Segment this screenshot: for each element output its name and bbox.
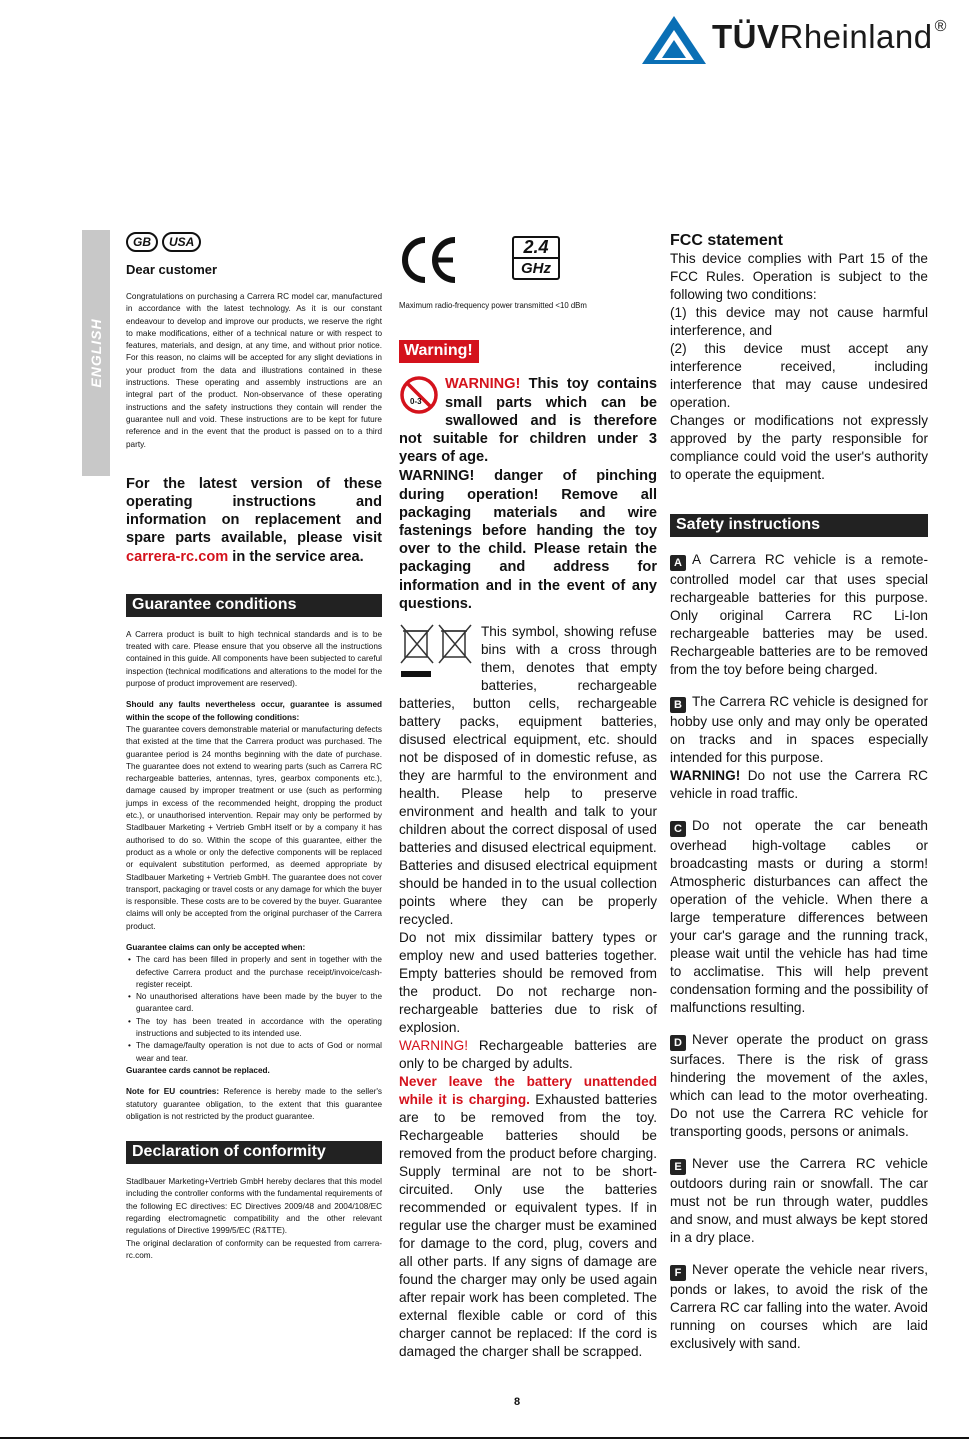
claims-item: • The toy has been treated in accordance with the operating instructions and subjected to its intended use.: [136, 1016, 382, 1041]
warning-charging: [399, 1073, 657, 1361]
language-tab-label: ENGLISH: [88, 318, 104, 388]
latest-version-note: [126, 475, 382, 566]
crossed-bin-icon: [399, 623, 475, 681]
safety-letter-c: C: [670, 821, 686, 837]
warning-adults-text: Rechargeable batteries are only to be charged by adults.: [399, 1037, 657, 1071]
safety-item-c: [670, 817, 928, 1017]
claims-item: • No unauthorised alterations have been made by the buyer to the guarantee card.: [136, 991, 382, 1016]
safety-letter-e: E: [670, 1159, 686, 1175]
intro-paragraph: Congratulations on purchasing a Carrera RC model car, manufactured in accordance with the latest technology. As it is our constant endeavour to develop and improve our products, we reserve the right to make modifications, either of a technical nature or with respect to features, materials, and design, at any time, and without prior notice. For this reason, no claims will be accepted for any slight deviations in your product from the data and illustrations contained in these instructions. These operating and assembly instructions are an integral part of the product. Non-observance of these operating instructions and the safety instructions they contain will render the guarantee null and void. These instructions are to be kept for future reference and in the event that the product is passed on to a third party.: [126, 292, 382, 449]
declaration-p: Stadlbauer Marketing+Vertrieb GmbH hereby declares that this model including the controller conforms with the fundamental requirements of the following EC directives: EC Directives 2009/48 and 2004/108/EC regarding electromagnetic compatibility and the other relevant regulations of Directive 1999/5/EC (R&TTE).: [126, 1177, 382, 1236]
ce-mark-icon: [399, 232, 461, 288]
safety-b-extra: Do not use the Carrera RC vehicle in road traffic.: [670, 768, 928, 801]
declaration-heading: Declaration of conformity: [126, 1141, 382, 1164]
frequency-value: 2.4: [514, 238, 558, 259]
guarantee-section: [126, 629, 382, 1123]
safety-letter-f: F: [670, 1265, 686, 1281]
warning-pinching: WARNING! danger of pinching during operation! Remove all packaging materials and wire fastenings before handing the toy over to the child. Please retain the packaging and address for information and in the event of any questions.: [399, 468, 657, 612]
declaration-p2: The original declaration of conformity can be requested from carrera-rc.com.: [126, 1238, 382, 1260]
disposal-p2: Batteries and disused electrical equipment should be handed in to the usual collection points where they can be properly recycled.: [399, 857, 657, 927]
brand-rest: Rheinland: [779, 18, 933, 55]
safety-text-f: Never operate the vehicle near rivers, ponds or lakes, to avoid the risk of the Carrera RC car falling into the water. Avoid running on courses which are laid exclusively with sand.: [670, 1262, 928, 1351]
safety-letter-b: B: [670, 697, 686, 713]
eu-note-text: Reference is hereby made to the seller's statutory guarantee obligation, to the extent that this guarantee obligation is not restricted by the product guarantee.: [126, 1087, 383, 1121]
safety-text-c: Do not operate the car beneath overhead high-voltage cables or broadcasting masts or during a storm! Atmospheric disturbances can affect the operation of the vehicle. When there a large temperature differences between your car's garage and the running track, please wait until the vehicle has had time to acclimatise. This will help prevent condensation forming and the possibility of malfunctions resulting.: [670, 818, 928, 1015]
language-tab: [82, 230, 110, 476]
claims-item: • The card has been filled in properly and sent in together with the defective Carrera product and the purchase receipt/invoice/cash-register receipt.: [136, 954, 382, 991]
warning-small-parts-text: This toy contains small parts which can be swallowed and is therefore not suitable for children under 3 years of age.: [399, 376, 657, 466]
country-badges: [126, 232, 382, 252]
registered-mark: ®: [934, 18, 947, 35]
age-warning-icon: [399, 375, 439, 415]
safety-heading: Safety instructions: [670, 514, 928, 537]
safety-letter-a: A: [670, 555, 686, 571]
power-note: Maximum radio-frequency power transmitted <10 dBm: [399, 301, 587, 310]
safety-text-e: Never use the Carrera RC vehicle outdoors during rain or snowfall. The car must not be run through water, puddles and snow, and must always be kept stored in a dry place.: [670, 1156, 928, 1245]
column-left: [126, 232, 382, 1271]
cards-not-replaced: Guarantee cards cannot be replaced.: [126, 1065, 270, 1075]
guarantee-p1: A Carrera product is built to high technical standards and is to be treated with care. Please ensure that you observe all the instructions contained in this guide. All components have been subjected to careful inspection (technical modifications and alterations to the model for the purpose of product improvement are reserved).: [126, 629, 382, 689]
column-middle: [399, 300, 657, 1361]
disposal-p1: This symbol, showing refuse bins with a cross through them, denotes that empty batteries, rechargeable batteries, button cells, rechargeable battery packs, equipment batteries, disused electrical equipment, etc. should not be disposed of in domestic refuse, as they are harmful to the environment and health. Please help to preserve environment and health and talk to your children about the correct disposal of used batteries and disused electrical equipment.: [399, 623, 657, 855]
safety-item-b: [670, 693, 928, 767]
badge-gb: GB: [126, 232, 158, 252]
bottom-rule: [0, 1437, 969, 1439]
latest-version-pre: For the latest version of these operating instructions and information on replacement and spare parts available, please visit: [126, 475, 382, 547]
greeting: Dear customer: [126, 262, 218, 277]
frequency-unit: GHz: [521, 260, 551, 277]
age-warning-text: 0-3: [410, 397, 422, 407]
safety-b-warning: WARNING!: [670, 768, 741, 783]
warning-red-label: WARNING!: [445, 376, 521, 393]
safety-item-b-extra: [670, 767, 928, 803]
safety-text-a: A Carrera RC vehicle is a remote-controlled model car that uses special rechargeable batteries for this purpose. Only original Carrera RC Li-Ion rechargeable batteries may be used. Rechargeable batteries are to be removed from the toy before being charged.: [670, 552, 928, 677]
frequency-badge: [512, 236, 560, 280]
fcc-condition-2: (2) this device must accept any interference received, including interference that may cause undesired operation.: [670, 341, 928, 410]
brand-logo: [712, 18, 947, 56]
fcc-paragraph: This device complies with Part 15 of the FCC Rules. Operation is subject to the following two conditions:: [670, 251, 928, 302]
declaration-section: [126, 1176, 382, 1262]
guarantee-p2-bold: Should any faults nevertheless occur, guarantee is assumed within the scope of the following conditions:: [126, 700, 382, 722]
claims-item: • The damage/faulty operation is not due to acts of God or normal wear and tear.: [136, 1040, 382, 1065]
page-number: 8: [514, 1396, 521, 1408]
disposal-p3: Do not mix dissimilar battery types or employ new and used batteries together. Empty batteries should be removed from the product. Do not recharge non-rechargeable batteries due to risk of explosion.: [399, 929, 657, 1035]
tuv-logo-triangle: [640, 14, 708, 66]
warning-adults-red: WARNING!: [399, 1037, 468, 1053]
carrera-link[interactable]: carrera-rc.com: [126, 548, 229, 565]
safety-text-d: Never operate the product on grass surfaces. There is the risk of grass hindering the movement of the axles, which can lead to the motor overheating. Do not use the Carrera RC vehicle for transporting goods, persons or animals.: [670, 1032, 928, 1139]
safety-item-e: [670, 1155, 928, 1247]
warning-charging-text: Exhausted batteries are to be removed from the toy. Rechargeable batteries should be removed from the product before charging. Supply terminal are not to be short-circuited. Only use the batteries recommended or equivalent types. If in regular use the charger must be examined for damage to the cord, plug, covers and all other parts. If any signs of damage are found the charger may only be used again after repair work has been completed. The external flexible cable or cord of this charger cannot be replaced: If the cord is damaged the charger shall be scrapped.: [399, 1091, 658, 1359]
ce-mark: [399, 232, 461, 288]
claims-list: [126, 954, 382, 1065]
badge-usa: USA: [162, 232, 201, 252]
warning-adults: [399, 1037, 657, 1073]
safety-item-f: [670, 1261, 928, 1353]
safety-item-d: [670, 1031, 928, 1141]
brand-bold: TÜV: [712, 18, 780, 55]
eu-note: [126, 1086, 382, 1123]
claims-heading: Guarantee claims can only be accepted when:: [126, 943, 306, 952]
safety-text-b: The Carrera RC vehicle is designed for hobby use only and may only be operated on tracks and in spaces especially intended for this purpose.: [670, 694, 928, 765]
guarantee-heading: Guarantee conditions: [126, 594, 382, 617]
eu-note-bold: Note for EU countries:: [126, 1087, 220, 1097]
latest-version-post: in the service area.: [228, 548, 364, 565]
warning-heading: Warning!: [399, 340, 479, 363]
warning-charging-red: Never leave the battery unattended while it is charging.: [399, 1073, 657, 1107]
fcc-heading: FCC statement: [670, 232, 783, 249]
safety-item-a: [670, 551, 928, 679]
safety-letter-d: D: [670, 1035, 686, 1051]
column-right: [670, 232, 928, 1353]
guarantee-p2: The guarantee covers demonstrable material or manufacturing defects that existed at the time that the Carrera product was purchased. The guarantee period is 24 months beginning with the date of purchase. The guarantee does not extend to wearing parts (such as Carrera RC rechargeable batteries, antennas, tyres, gearbox components etc.), damage caused by improper treatment or use (such as performing jumps in excess of the recommended height, dropping the product etc.), or unauthorised intervention. Repair may only be performed by Stadlbauer Marketing + Vertrieb GmbH itself or by a company it has authorised to do so. Within the scope of this guarantee, either the product as a whole or only the defective components will be replaced or equivalent substitution performed, as deemed appropriate by Stadlbauer Marketing + Vertrieb GmbH. The guarantee does not cover transport, packaging or travel costs or any damage for which the buyer is responsible. These costs are to be covered by the buyer. Guarantee claims will only be accepted from the original purchaser of the Carrera product.: [126, 724, 382, 931]
fcc-paragraph-2: Changes or modifications not expressly approved by the party responsible for compliance could void the user's authority to operate the equipment.: [670, 413, 928, 482]
fcc-condition-1: (1) this device may not cause harmful interference, and: [670, 305, 928, 338]
